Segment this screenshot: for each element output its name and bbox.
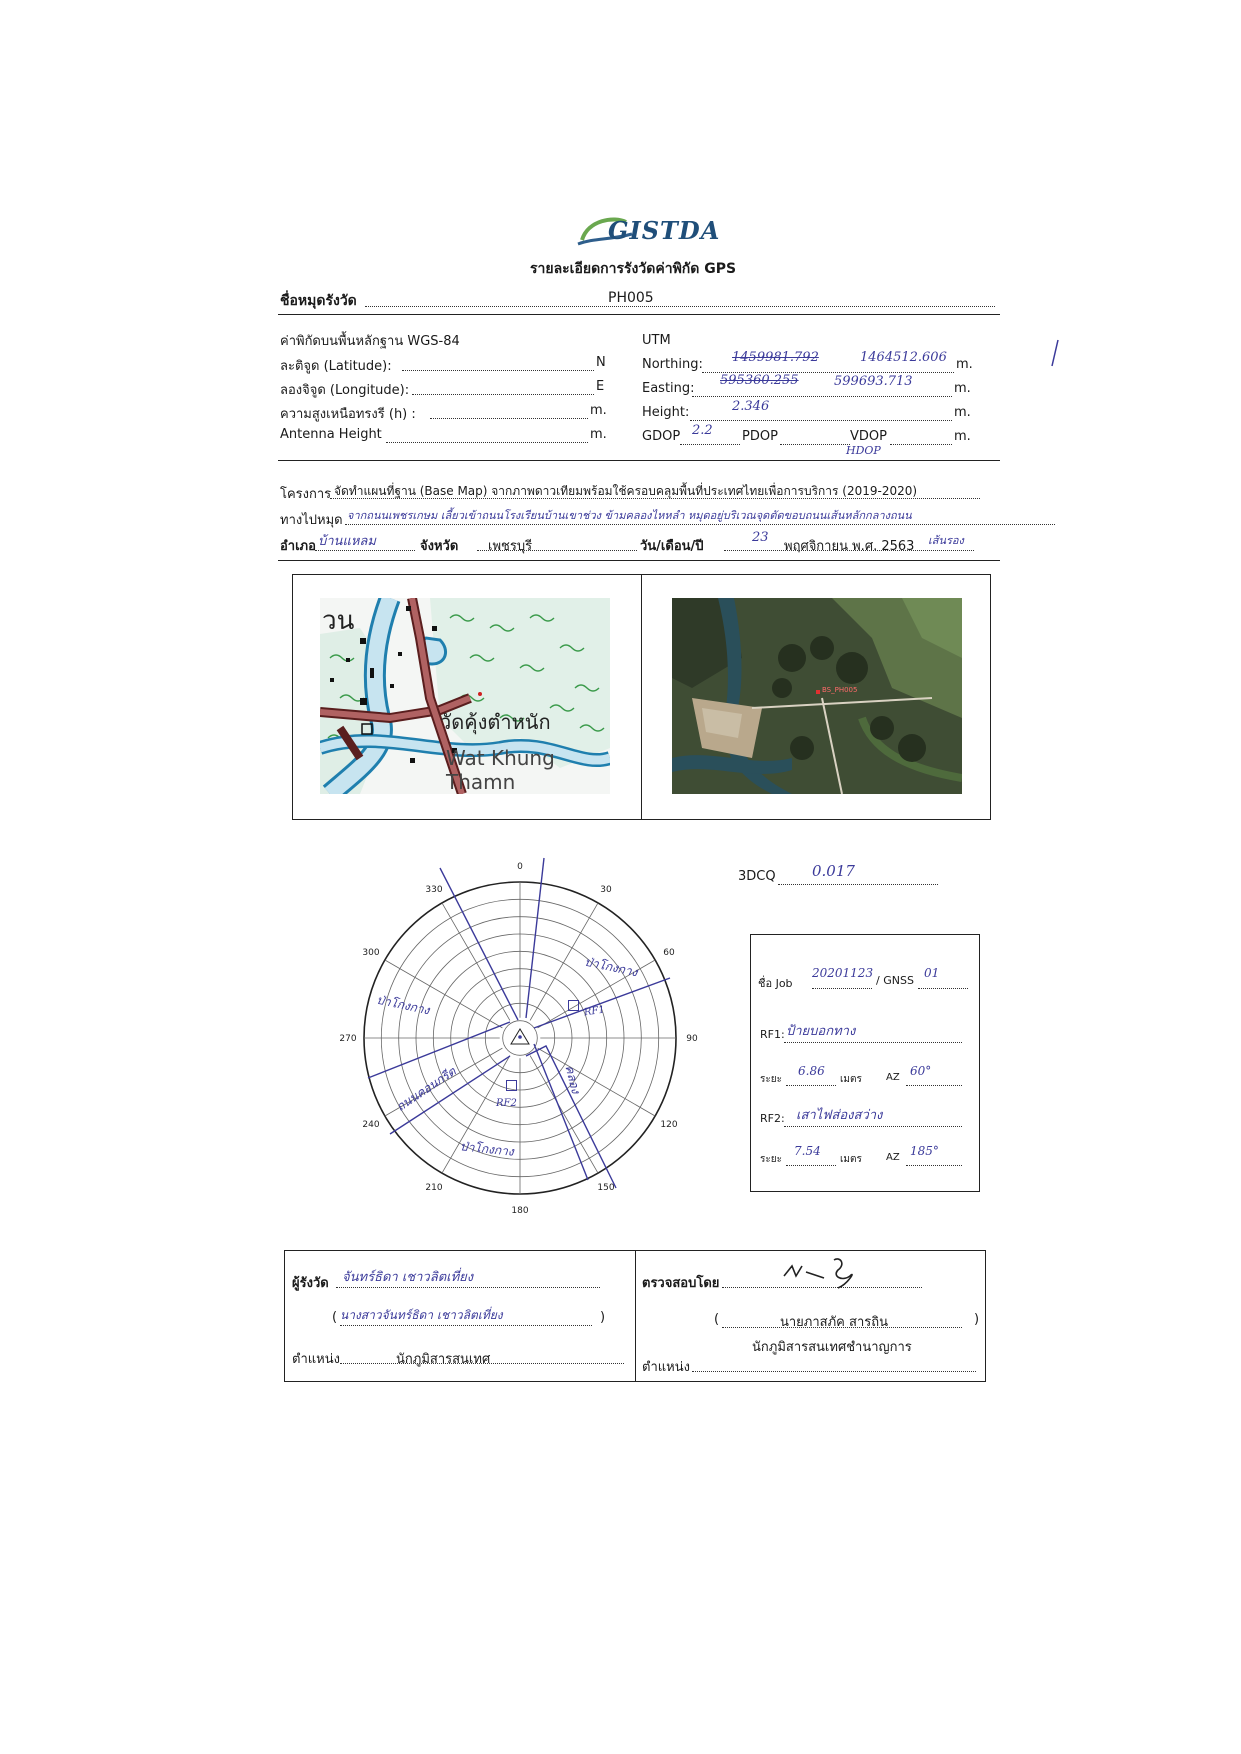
gnss-dots xyxy=(918,988,968,989)
district-label: อำเภอ xyxy=(280,539,316,554)
surveyor-label: ผู้รังวัด xyxy=(292,1276,329,1291)
latitude-unit: N xyxy=(596,355,606,370)
rf2-az-label: AZ xyxy=(886,1152,900,1163)
plot-angle-label: 150 xyxy=(597,1183,615,1193)
plot-angle-label: 60 xyxy=(663,948,675,958)
rf1-dots xyxy=(784,1042,962,1043)
gdop-value: 2.2 xyxy=(692,423,713,438)
province-label: จังหวัด xyxy=(420,539,459,554)
satellite-marker-label: BS_PH005 xyxy=(822,686,858,694)
longitude-unit: E xyxy=(596,379,605,394)
plot-spoke xyxy=(385,960,503,1028)
height-value: 2.346 xyxy=(732,399,770,414)
panel-divider xyxy=(641,574,642,820)
rf1-value: ป้ายบอกทาง xyxy=(786,1024,856,1039)
surveyor-name-dots xyxy=(340,1325,592,1326)
northing-label: Northing: xyxy=(642,357,703,372)
easting-label: Easting: xyxy=(642,381,695,396)
route-label: ทางไปหมุด xyxy=(280,513,343,528)
satellite-image xyxy=(672,598,962,794)
plot-angle-label: 30 xyxy=(600,885,612,895)
date-rest: พฤศจิกายน พ.ศ. 2563 xyxy=(784,539,915,554)
center-point-icon xyxy=(518,1035,522,1039)
height-label: Height: xyxy=(642,405,690,420)
gnss-label: / GNSS xyxy=(876,974,914,987)
easting-dots xyxy=(692,396,952,397)
project-label: โครงการ xyxy=(280,487,332,502)
province-value: เพชรบุรี xyxy=(488,539,533,554)
boundary-north-west xyxy=(440,868,518,1020)
height-ellipsoid-unit: m. xyxy=(590,403,607,418)
surveyor-name-open: ( xyxy=(332,1310,338,1325)
easting-old-value: 595360.255 xyxy=(720,373,799,388)
boundary-south-east xyxy=(534,1044,588,1180)
easting-unit: m. xyxy=(954,381,971,396)
rf1-az-dots xyxy=(906,1085,962,1086)
rule-1 xyxy=(278,314,1000,315)
antenna-height-unit: m. xyxy=(590,427,607,442)
height-ellipsoid-label: ความสูงเหนือทรงรี (h) : xyxy=(280,407,416,422)
latitude-dots xyxy=(402,370,594,371)
plot-spoke xyxy=(538,1048,656,1116)
station-dots xyxy=(365,306,995,307)
plot-angle-label: 180 xyxy=(511,1206,529,1216)
topographic-map xyxy=(320,598,610,794)
checker-name: นายภาสภัค สารถิน xyxy=(780,1315,888,1330)
rf1-distance-label: ระยะ xyxy=(760,1074,782,1085)
wgs-heading: ค่าพิกัดบนพื้นหลักฐาน WGS-84 xyxy=(280,334,460,349)
plot-angle-label: 0 xyxy=(517,862,523,872)
rf2-value: เสาไฟส่องสว่าง xyxy=(796,1108,883,1123)
rf2-az-dots xyxy=(906,1165,962,1166)
antenna-height-dots xyxy=(386,442,588,443)
gnss-value: 01 xyxy=(924,966,940,980)
gdop-label: GDOP xyxy=(642,429,681,444)
date-day: 23 xyxy=(752,530,769,545)
plot-angle-label: 240 xyxy=(362,1120,380,1130)
rule-2 xyxy=(278,460,1000,461)
margin-mark xyxy=(1050,338,1060,368)
utm-heading: UTM xyxy=(642,333,671,348)
rf2-dots xyxy=(784,1126,962,1127)
plot-angle-label: 330 xyxy=(425,885,443,895)
route-value: จากถนนเพชรเกษม เลี้ยวเข้าถนนโรงเรียนบ้านเขาช่วง ข้ามคลองไหหลำ หมุดอยู่บริเวณจุดตัดขอบถนนเส้นหลักกลางถนน xyxy=(347,509,912,522)
surveyor-position: นักภูมิสารสนเทศ xyxy=(396,1352,491,1367)
northing-unit: m. xyxy=(956,357,973,372)
latitude-label: ละติจูด (Latitude): xyxy=(280,359,392,374)
rf1-az: 60° xyxy=(910,1064,932,1078)
rf2-distance-label: ระยะ xyxy=(760,1154,782,1165)
job-label: ชื่อ Job xyxy=(758,977,793,990)
height-dots xyxy=(690,420,952,421)
vdop-dots xyxy=(890,444,952,445)
rf2-marker-icon xyxy=(506,1080,517,1091)
rf2-label: RF2: xyxy=(760,1112,785,1125)
checker-signature xyxy=(780,1254,890,1290)
job-value: 20201123 xyxy=(812,966,874,980)
antenna-height-label: Antenna Height xyxy=(280,427,382,442)
map-label-village: วน xyxy=(322,606,355,636)
rf1-label: RF1: xyxy=(760,1028,785,1041)
plot-angle-label: 270 xyxy=(339,1034,357,1044)
rf2-distance-dots xyxy=(786,1165,836,1166)
plot-angle-label: 90 xyxy=(686,1034,698,1044)
document-title: รายละเอียดการรังวัดค่าพิกัด GPS xyxy=(530,261,737,277)
dcq-dots xyxy=(778,884,938,885)
longitude-dots xyxy=(412,394,594,395)
checker-label: ตรวจสอบโดย xyxy=(642,1276,720,1291)
note-forest-nw: ป่าโกงกาง xyxy=(375,992,431,1018)
station-label: ชื่อหมุดรังวัด xyxy=(280,293,357,309)
vdop-unit: m. xyxy=(954,429,971,444)
easting-new-value: 599693.713 xyxy=(834,374,913,389)
rf1-distance-dots xyxy=(786,1085,836,1086)
pdop-label: PDOP xyxy=(742,429,778,444)
surveyor-signature: จันทร์ธิดา เชาวลิตเที่ยง xyxy=(342,1270,474,1285)
checker-position-dots xyxy=(692,1371,976,1372)
note-rf1: RF1 xyxy=(583,1004,606,1019)
rf1-distance: 6.86 xyxy=(798,1064,825,1078)
checker-name-open: ( xyxy=(714,1312,720,1327)
note-road: ถนนคอนกรีต xyxy=(393,1064,459,1115)
plot-angle-label: 300 xyxy=(362,948,380,958)
map-label-temple-en: Wat Khung Thamn xyxy=(446,746,555,794)
vdop-label: VDOP xyxy=(850,429,887,444)
height-ellipsoid-dots xyxy=(430,418,588,419)
boundary-east xyxy=(534,978,670,1028)
dcq-value: 0.017 xyxy=(812,862,855,880)
hdop-note: HDOP xyxy=(846,444,881,457)
northing-new-value: 1464512.606 xyxy=(860,350,947,365)
date-note: เส้นรอง xyxy=(928,534,964,547)
pdop-dots xyxy=(780,444,850,445)
northing-old-value: 1459981.792 xyxy=(732,350,819,365)
rf1-az-label: AZ xyxy=(886,1072,900,1083)
plot-angle-label: 120 xyxy=(660,1120,678,1130)
rf2-meter-label: เมตร xyxy=(840,1154,862,1165)
plot-angle-label: 210 xyxy=(425,1183,443,1193)
note-canal: คลอง xyxy=(562,1063,583,1095)
surveyor-dots xyxy=(336,1287,600,1288)
checker-position-label: ตำแหน่ง xyxy=(642,1360,690,1375)
height-unit: m. xyxy=(954,405,971,420)
note-forest-ne: ป่าโกงกาง xyxy=(583,954,639,980)
plot-spoke xyxy=(442,903,510,1021)
rf1-meter-label: เมตร xyxy=(840,1074,862,1085)
rule-3 xyxy=(278,560,1000,561)
dcq-label: 3DCQ xyxy=(738,869,776,884)
rf2-az: 185° xyxy=(910,1144,939,1158)
longitude-label: ลองจิจูด (Longitude): xyxy=(280,383,410,398)
obstruction-sky-plot xyxy=(320,848,720,1248)
signature-divider xyxy=(635,1250,636,1382)
gistda-logo: GISTDA xyxy=(574,210,704,252)
project-value: จัดทำแผนที่ฐาน (Base Map) จากภาพดาวเทียมพร้อมใช้ครอบคลุมพื้นที่ประเทศไทยเพื่อการบริการ (2019-2020) xyxy=(334,484,918,498)
job-dots xyxy=(812,988,872,989)
surveyor-name-close: ) xyxy=(600,1310,606,1325)
rf2-distance: 7.54 xyxy=(794,1144,821,1158)
surveyor-name: นางสาวจันทร์ธิดา เชาวลิตเที่ยง xyxy=(340,1308,503,1322)
checker-position: นักภูมิสารสนเทศชำนาญการ xyxy=(752,1340,912,1355)
checker-name-close: ) xyxy=(974,1312,980,1327)
surveyor-position-label: ตำแหน่ง xyxy=(292,1352,340,1367)
station-value: PH005 xyxy=(608,290,654,306)
gdop-dots xyxy=(680,444,740,445)
rf1-marker-icon xyxy=(568,1000,579,1011)
note-rf2: RF2 xyxy=(496,1098,517,1109)
map-label-temple: วัดคุ้งตำหนัก xyxy=(440,710,551,734)
date-label: วัน/เดือน/ปี xyxy=(640,539,704,554)
route-dots xyxy=(345,524,1055,525)
district-value: บ้านแหลม xyxy=(318,534,376,549)
note-forest-s: ป่าโกงกาง xyxy=(459,1139,515,1159)
